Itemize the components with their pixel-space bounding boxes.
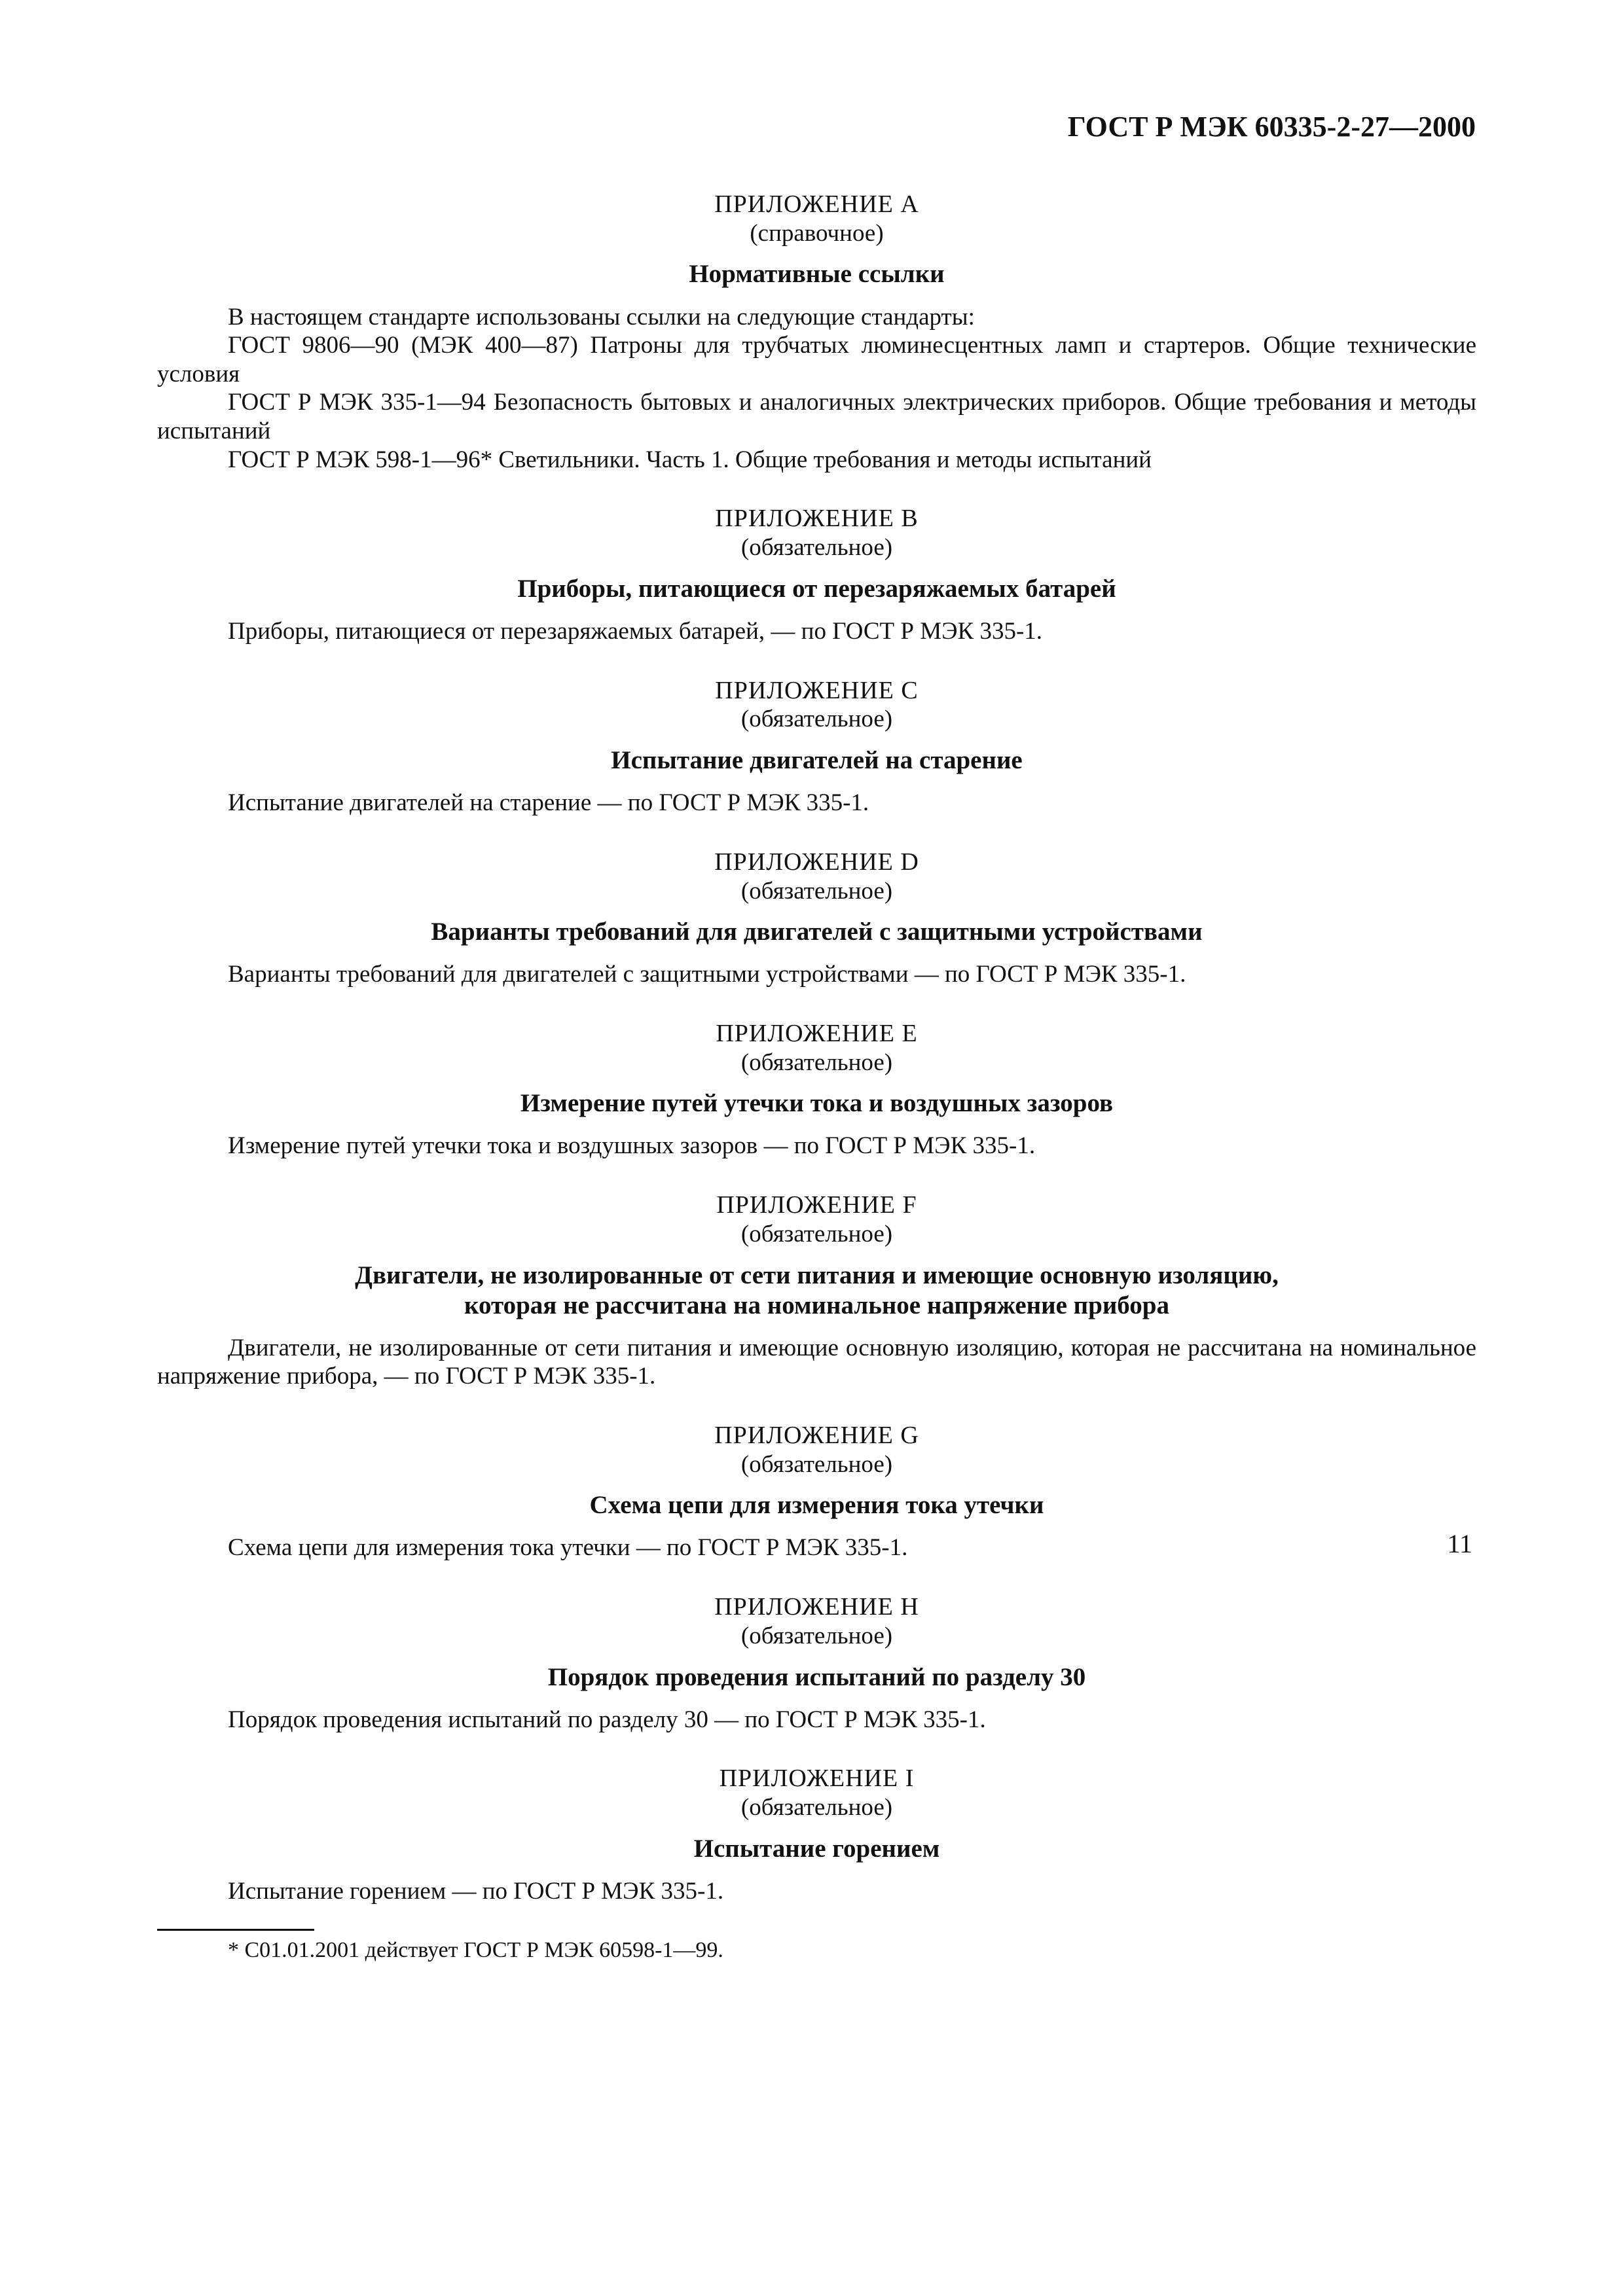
appendix-title bbox=[157, 1490, 1476, 1520]
paragraph: Испытание двигателей на старение — по ГОСТ Р МЭК 335-1. bbox=[228, 789, 869, 817]
appendix-h bbox=[157, 1592, 1476, 1734]
appendix-title-line: Испытание горением bbox=[693, 1834, 940, 1863]
appendix-title-line: Варианты требований для двигателей с защитными устройствами bbox=[431, 918, 1203, 946]
paragraph: Приборы, питающиеся от перезаряжаемых батарей, — по ГОСТ Р МЭК 335-1. bbox=[228, 617, 1043, 645]
appendix-c bbox=[157, 676, 1476, 817]
appendix-title bbox=[157, 917, 1476, 947]
appendix-title-line: Измерение путей утечки тока и воздушных зазоров bbox=[520, 1089, 1114, 1118]
appendix-title-line: Приборы, питающиеся от перезаряжаемых батарей bbox=[517, 574, 1116, 603]
appendix-g bbox=[157, 1421, 1476, 1562]
paragraph: Варианты требований для двигателей с защитными устройствами — по ГОСТ Р МЭК 335-1. bbox=[228, 961, 1186, 988]
paragraph: Измерение путей утечки тока и воздушных зазоров — по ГОСТ Р МЭК 335-1. bbox=[228, 1132, 1036, 1160]
appendix-label: ПРИЛОЖЕНИЕ А bbox=[714, 190, 919, 218]
appendix-label: ПРИЛОЖЕНИЕ Е bbox=[716, 1019, 918, 1047]
appendix-title bbox=[157, 745, 1476, 776]
appendix-label: ПРИЛОЖЕНИЕ Н bbox=[714, 1593, 919, 1621]
footnote: * С01.01.2001 действует ГОСТ Р МЭК 60598-1—99. bbox=[228, 1938, 723, 1963]
appendix-label: ПРИЛОЖЕНИЕ С bbox=[715, 676, 919, 704]
paragraph: Испытание горением — по ГОСТ Р МЭК 335-1. bbox=[228, 1877, 724, 1905]
appendix-label: ПРИЛОЖЕНИЕ G bbox=[714, 1421, 919, 1449]
appendix-status: (справочное) bbox=[750, 219, 884, 247]
paragraph: В настоящем стандарте использованы ссылки на следующие стандарты: bbox=[228, 303, 975, 331]
appendix-title-line: Схема цепи для измерения тока утечки bbox=[589, 1491, 1044, 1520]
appendix-status: (обязательное) bbox=[740, 706, 893, 733]
appendix-status: (обязательное) bbox=[740, 1794, 893, 1821]
footnote-divider bbox=[157, 1929, 314, 1931]
appendix-status: (обязательное) bbox=[740, 1220, 893, 1247]
paragraph: Порядок проведения испытаний по разделу 30 — по ГОСТ Р МЭК 335-1. bbox=[228, 1706, 986, 1733]
appendix-label: ПРИЛОЖЕНИЕ В bbox=[715, 505, 919, 533]
appendix-status: (обязательное) bbox=[740, 1450, 893, 1478]
paragraph: ГОСТ 9806—90 (МЭК 400—87) Патроны для трубчатых люминесцентных ламп и стартеров. Общие технические условия bbox=[157, 332, 1476, 387]
appendix-title-line: Порядок проведения испытаний по разделу 30 bbox=[547, 1662, 1086, 1691]
appendix-a bbox=[157, 190, 1476, 474]
appendix-title bbox=[157, 1834, 1476, 1864]
paragraph: Схема цепи для измерения тока утечки — по ГОСТ Р МЭК 335-1. bbox=[228, 1534, 908, 1562]
appendix-e bbox=[157, 1019, 1476, 1160]
appendix-f bbox=[157, 1191, 1476, 1391]
appendix-label: ПРИЛОЖЕНИЕ I bbox=[719, 1765, 915, 1793]
appendix-status: (обязательное) bbox=[740, 877, 893, 905]
appendix-title bbox=[157, 574, 1476, 604]
document-header: ГОСТ Р МЭК 60335-2-27—2000 bbox=[1067, 111, 1476, 143]
appendix-d bbox=[157, 848, 1476, 989]
appendix-b bbox=[157, 504, 1476, 645]
paragraph: ГОСТ Р МЭК 598-1—96* Светильники. Часть 1. Общие требования и методы испытаний bbox=[228, 446, 1152, 473]
appendix-title-line: Нормативные ссылки bbox=[689, 260, 945, 289]
appendix-title bbox=[157, 1662, 1476, 1693]
appendix-title-line: Двигатели, не изолированные от сети питания и имеющие основную изоляцию, bbox=[355, 1261, 1279, 1289]
appendix-title bbox=[157, 1088, 1476, 1119]
paragraph: Двигатели, не изолированные от сети питания и имеющие основную изоляцию, которая не рассчитана на номинальное напряжение прибора, — по ГОСТ Р МЭК 335-1. bbox=[157, 1334, 1476, 1390]
page-number: 11 bbox=[1447, 1529, 1472, 1558]
appendix-label: ПРИЛОЖЕНИЕ F bbox=[716, 1191, 917, 1219]
appendix-title-line: которая не рассчитана на номинальное напряжение прибора bbox=[464, 1291, 1169, 1319]
appendix-label: ПРИЛОЖЕНИЕ D bbox=[714, 848, 919, 876]
document-body bbox=[157, 190, 1476, 1964]
appendix-title bbox=[157, 1261, 1476, 1321]
appendix-i bbox=[157, 1764, 1476, 1905]
appendix-status: (обязательное) bbox=[740, 1622, 893, 1649]
paragraph: ГОСТ Р МЭК 335-1—94 Безопасность бытовых и аналогичных электрических приборов. Общие требования и методы испытаний bbox=[157, 389, 1476, 445]
appendix-status: (обязательное) bbox=[740, 534, 893, 562]
appendix-title bbox=[157, 259, 1476, 289]
appendix-title-line: Испытание двигателей на старение bbox=[611, 746, 1023, 775]
appendix-status: (обязательное) bbox=[740, 1049, 893, 1076]
